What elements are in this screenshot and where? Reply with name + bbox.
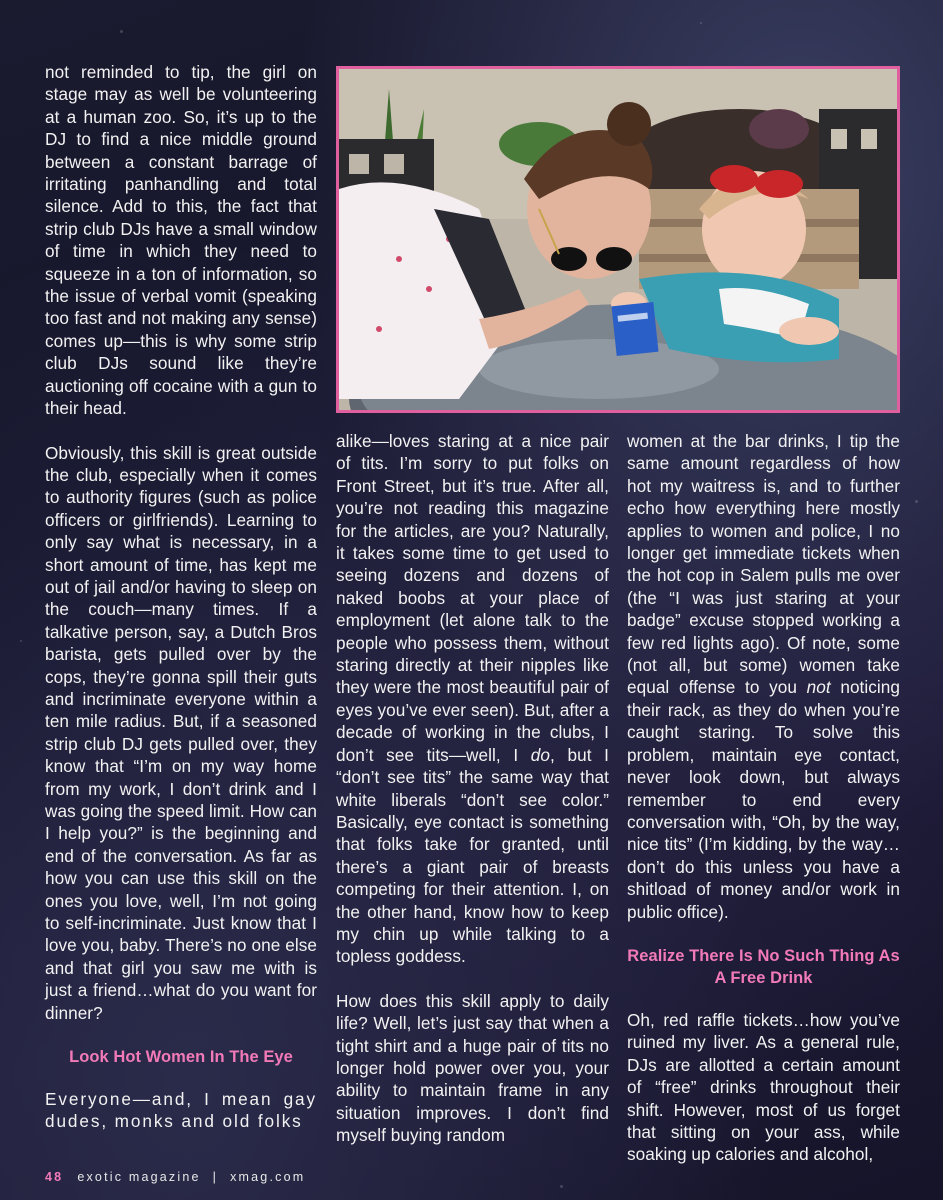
column3-paragraph-1-text: women at the bar drinks, I tip the same amount regardless of how hot my waitress is, and to further echo how everything here mostly applies to women and police, I no longer get immediate tickets when the hot cop in Salem pulls me over (the “I was just staring at your badge” excuse stopped working a few red lights ago). Of note, some (not all, but some) women take equal offense to you	[627, 431, 900, 698]
column2-paragraph-1-tail: , but I “don’t see tits” the same way that white liberals “don’t see color.” Basically, eye contact is something that folks take for granted, until there’s a giant pair of breasts competing for their attention. I, on the other hand, know how to keep my chin up while talking to a topless goddess.	[336, 744, 609, 967]
background-speck	[700, 22, 702, 24]
website-link[interactable]: xmag.com	[230, 1170, 306, 1184]
article-column-1	[45, 61, 317, 1133]
column2-paragraph-1	[336, 430, 609, 968]
column1-paragraph-2: Obviously, this skill is great outside the club, especially when it comes to authority figures (such as police officers or girlfriends). Learning to only say what is necessary, in a short amount of time, has kept me out of jail and/or having to sleep on the couch—many times. If a talkative person, say, a Dutch Bros barista, gets pulled over by the cops, they’re gonna spill their guts and incriminate everyone within a ten mile radius. But, if a seasoned strip club DJ gets pulled over, they know that “I’m on my way home from my work, I don’t drink and I was going the speed limit. How can I help you?” is the beginning and end of the conversation. As far as how you can use this skill on the ones you love, well, I’m not going to self-incriminate. Just know that I love you, baby. There’s no one else and that girl you saw me with is just a friend…what do you want for dinner?	[45, 442, 317, 1023]
publication-name: exotic magazine	[77, 1170, 201, 1184]
background-speck	[120, 30, 123, 33]
background-speck	[560, 1185, 563, 1188]
column1-paragraph-1: not reminded to tip, the girl on stage may as well be volunteering at a human zoo. So, it’s up to the DJ to find a nice middle ground between a constant barrage of irritating panhandling and total silence. Add to this, the fact that strip club DJs have a small window of time in which they need to squeeze in a ton of information, so the issue of verbal vomit (speaking too fast and not making any sense) comes up—this is why some strip club DJs sound like they’re auctioning off cocaine with a gun to their head.	[45, 62, 317, 419]
column2-paragraph-2: How does this skill apply to daily life? Well, let’s just say that when a tight shirt and a huge pair of tits no longer hold power over you, your ability to maintain frame in any situation improves. I don’t find myself buying random	[336, 990, 609, 1146]
photo-illustration	[339, 69, 897, 410]
column3-paragraph-1	[627, 430, 900, 923]
page-footer	[45, 1170, 305, 1184]
emphasis-do: do	[530, 744, 551, 765]
article-photo	[336, 66, 900, 413]
footer-separator: |	[212, 1170, 219, 1184]
article-column-3	[627, 430, 900, 1166]
column2-paragraph-1-text: alike—loves staring at a nice pair of tits. I’m sorry to put folks on Front Street, but it’s true. After all, you’re not reading this magazine for the articles, are you? Naturally, it takes some time to get used to seeing dozens and dozens of naked boobs at your place of employment (let alone talk to the people who possess them, without staring directly at their nipples like they were the most beautiful pair of eyes you’ve ever seen). But, after a decade of working in the clubs, I don’t see tits—well, I	[336, 431, 609, 765]
article-column-2	[336, 430, 609, 1147]
section-heading-eye-contact: Look Hot Women In The Eye	[69, 1048, 293, 1067]
column3-paragraph-1-tail: noticing their rack, as they do when you’re caught staring. To solve this problem, maintain eye contact, never look down, but always remember to end every conversation with, “Oh, by the way, nice tits” (I’m kidding, by the way… don’t do this unless you have a shitload of money and/or work in public office).	[627, 677, 900, 922]
column1-paragraph-3: Everyone—and, I mean gay dudes, monks and old folks	[45, 1089, 317, 1132]
column3-paragraph-2: Oh, red raffle tickets…how you’ve ruined my liver. As a general rule, DJs are allotted a certain amount of “free” drinks throughout their shift. However, most of us forget that sitting on your ass, while soaking up calories and alcohol,	[627, 1009, 900, 1165]
background-speck	[915, 500, 918, 503]
background-speck	[20, 640, 22, 642]
emphasis-not: not	[806, 677, 831, 698]
section-heading-free-drink: Realize There Is No Such Thing As A Free Drink	[627, 946, 900, 987]
page-number: 48	[45, 1170, 64, 1184]
